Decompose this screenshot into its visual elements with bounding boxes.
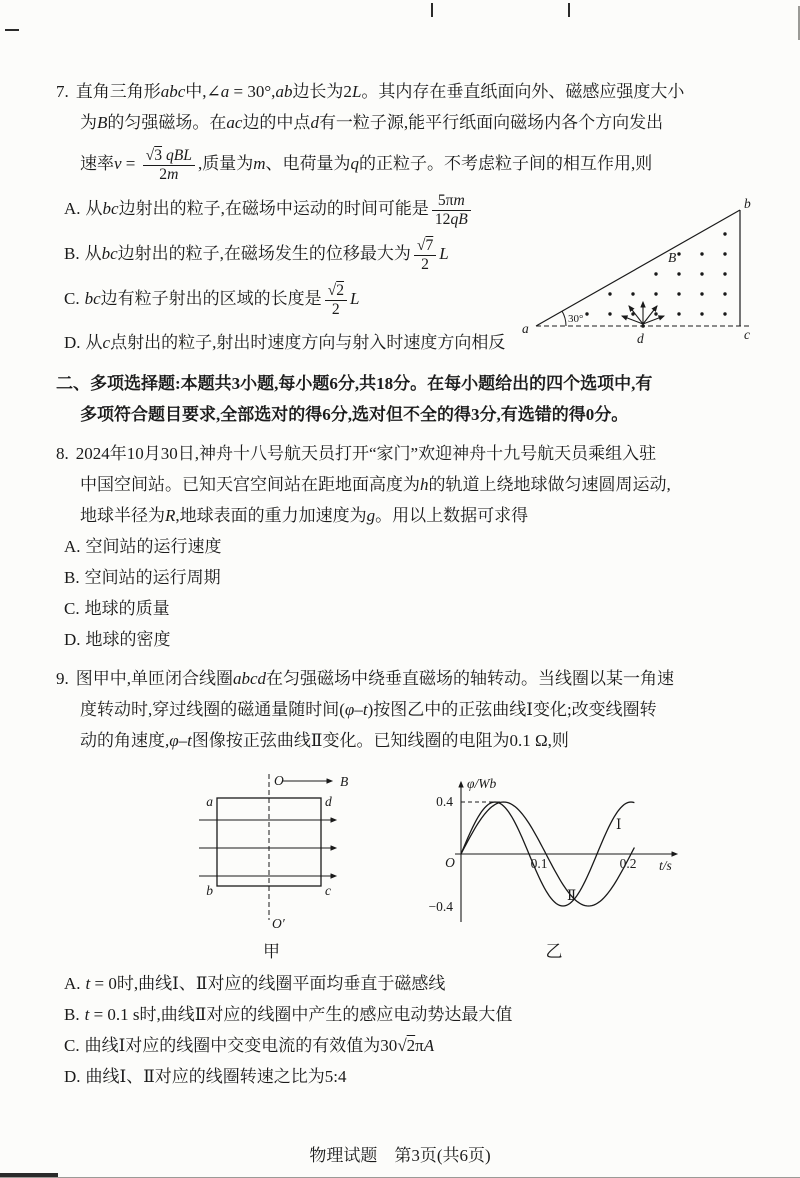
q7-line-2 [56, 107, 760, 138]
coil-a-label: a [206, 794, 213, 810]
option-label: D. [64, 333, 81, 353]
y-axis-label: φ/Wb [467, 776, 497, 792]
numerator: √7 [414, 237, 436, 256]
denominator: 12qB [434, 210, 468, 228]
time-fraction [432, 192, 471, 228]
option-text: 曲线Ⅰ对应的线圈中交变电流的有效值为30√2πA [84, 1036, 435, 1056]
question-number: 9. [56, 669, 69, 689]
q7-text-3-pre: 速率v = [80, 153, 140, 173]
vertex-b-label: b [744, 196, 751, 211]
section2-header-line-2: 多项符合题目要求,全部选对的得6分,选对但不全的得3分,有选错的得0分。 [80, 405, 629, 425]
option-text: t = 0.1 s时,曲线Ⅱ对应的线圈中产生的感应电动势达最大值 [84, 1005, 513, 1025]
numerator: √3 qBL [143, 147, 195, 166]
speed-fraction [143, 147, 195, 183]
particle-source-arrows [622, 302, 664, 324]
displacement-fraction [414, 237, 436, 273]
ymin-tick: −0.4 [428, 899, 453, 915]
question-number: 8. [56, 444, 69, 464]
tick-0-2: 0.2 [619, 856, 637, 872]
option-text-post: L [350, 289, 360, 309]
q9-line-3 [56, 725, 760, 756]
option-text: 空间站的运行周期 [84, 568, 221, 588]
q9-line-1 [56, 663, 760, 694]
option-label: B. [64, 568, 80, 588]
angle-arc [562, 311, 566, 326]
origin-label: O [445, 855, 455, 871]
numerator: √2 [325, 282, 347, 301]
option-text-post: L [439, 243, 449, 263]
q8-text-1: 2024年10月30日,神舟十八号航天员打开“家门”欢迎神舟十九号航天员乘组入驻 [75, 444, 657, 464]
coil-d-label: d [325, 794, 332, 810]
q7-text-2: 为B的匀强磁场。在ac边的中点d有一粒子源,能平行纸面向磁场内各个方向发出 [80, 113, 664, 132]
option-label: C. [64, 289, 80, 309]
option-text: 地球的质量 [84, 599, 170, 619]
option-label: D. [64, 630, 81, 650]
denominator: 2m [159, 165, 179, 183]
denominator: 2 [421, 255, 429, 273]
trim-mark-top-center [431, 3, 433, 17]
figure-graph-caption: 乙 [545, 942, 563, 962]
q8-line-2 [56, 469, 760, 500]
option-text: 从bc边射出的粒子,在磁场发生的位移最大为 [84, 243, 411, 263]
q9-line-2 [56, 694, 760, 725]
tick-0-1: 0.1 [530, 856, 548, 872]
figure-coil-caption: 甲 [263, 942, 280, 962]
option-label: A. [64, 537, 81, 557]
option-text: bc边有粒子射出的区域的长度是 [84, 289, 322, 309]
length-fraction [325, 282, 347, 318]
field-out-of-page-dots [585, 232, 726, 315]
q9-option-c [56, 1030, 760, 1061]
option-label: A. [64, 974, 81, 994]
option-label: C. [64, 1036, 80, 1056]
field-b-label: B [340, 774, 349, 790]
figure-graph [419, 772, 689, 962]
figure-coil [184, 768, 359, 962]
ymax-tick: 0.4 [436, 794, 453, 810]
section2-header-line-1: 二、多项选择题:本题共3小题,每小题6分,共18分。在每小题给出的四个选项中,有 [56, 374, 653, 394]
option-label: A. [64, 198, 81, 218]
page-footer: 物理试题 第3页(共6页) [309, 1146, 491, 1165]
coil-c-label: c [325, 883, 331, 899]
q8-line-1 [56, 438, 760, 469]
denominator: 2 [331, 300, 340, 318]
vertex-a-label: a [522, 321, 529, 336]
point-d-label: d [637, 331, 644, 346]
numerator: 5πm [432, 192, 471, 211]
q7-line-3 [56, 147, 760, 183]
x-axis-label: t/s [659, 858, 672, 874]
q8-option-c [56, 593, 760, 624]
q8-option-d [56, 624, 760, 655]
q9-option-b [56, 999, 760, 1030]
q9-figures [184, 768, 760, 962]
q9-option-a [56, 968, 760, 999]
q8-text-2: 中国空间站。已知天宫空间站在距地面高度为h的轨道上绕地球做匀速圆周运动, [80, 475, 671, 495]
q7-text-1: 直角三角形abc中,∠a = 30°,ab边长为2L。其内存在垂直纸面向外、磁感应强度大小 [75, 82, 685, 101]
q9-option-d [56, 1061, 760, 1092]
q9-text-3: 动的角速度,φ–t图像按正弦曲线Ⅱ变化。已知线圈的电阻为0.1 Ω,则 [80, 731, 569, 751]
option-text: 空间站的运行速度 [85, 537, 222, 557]
angle-label: 30° [568, 313, 584, 325]
trim-mark-top-right [568, 3, 570, 17]
vertex-c-label: c [744, 327, 750, 342]
q9-text-2: 度转动时,穿过线圈的磁通量随时间(φ–t)按图乙中的正弦曲线Ⅰ变化;改变线圈转 [80, 700, 657, 720]
q8-option-b [56, 562, 760, 593]
field-arrows [199, 820, 336, 876]
q8-text-3: 地球半径为R,地球表面的重力加速度为g。用以上数据可求得 [80, 506, 529, 526]
option-label: D. [64, 1067, 81, 1087]
q7-triangle-figure [518, 196, 758, 348]
option-label: B. [64, 1005, 80, 1025]
option-text: 从c点射出的粒子,射出时速度方向与射入时速度方向相反 [85, 333, 506, 353]
curve-II-label: Ⅱ [567, 888, 577, 904]
point-d [641, 324, 645, 328]
phi-t-graph [419, 772, 689, 930]
option-text: t = 0时,曲线Ⅰ、Ⅱ对应的线圈平面均垂直于磁感线 [85, 974, 446, 994]
field-b-label: B [668, 250, 677, 265]
q8-line-3 [56, 500, 760, 531]
option-text: 地球的密度 [85, 630, 171, 650]
trim-mark-top-left [5, 29, 19, 31]
axis-o-label: O [274, 773, 284, 789]
curve-I-label: Ⅰ [616, 817, 622, 833]
q7-text-3-post: ,质量为m、电荷量为q的正粒子。不考虑粒子间的相互作用,则 [197, 153, 653, 173]
coil-diagram [184, 768, 359, 930]
question-number: 7. [56, 82, 69, 101]
triangle-hypotenuse-ab [536, 210, 740, 326]
option-text: 从bc边射出的粒子,在磁场中运动的时间可能是 [85, 198, 429, 218]
option-label: B. [64, 243, 80, 263]
q8-option-a [56, 531, 760, 562]
option-label: C. [64, 599, 80, 619]
q9-text-1: 图甲中,单匝闭合线圈abcd在匀强磁场中绕垂直磁场的轴转动。当线圈以某一角速 [75, 669, 675, 689]
q7-line-1 [56, 76, 760, 107]
option-text: 曲线Ⅰ、Ⅱ对应的线圈转速之比为5:4 [85, 1067, 347, 1087]
axis-o-prime-label: O′ [272, 916, 285, 931]
coil-b-label: b [206, 883, 213, 899]
